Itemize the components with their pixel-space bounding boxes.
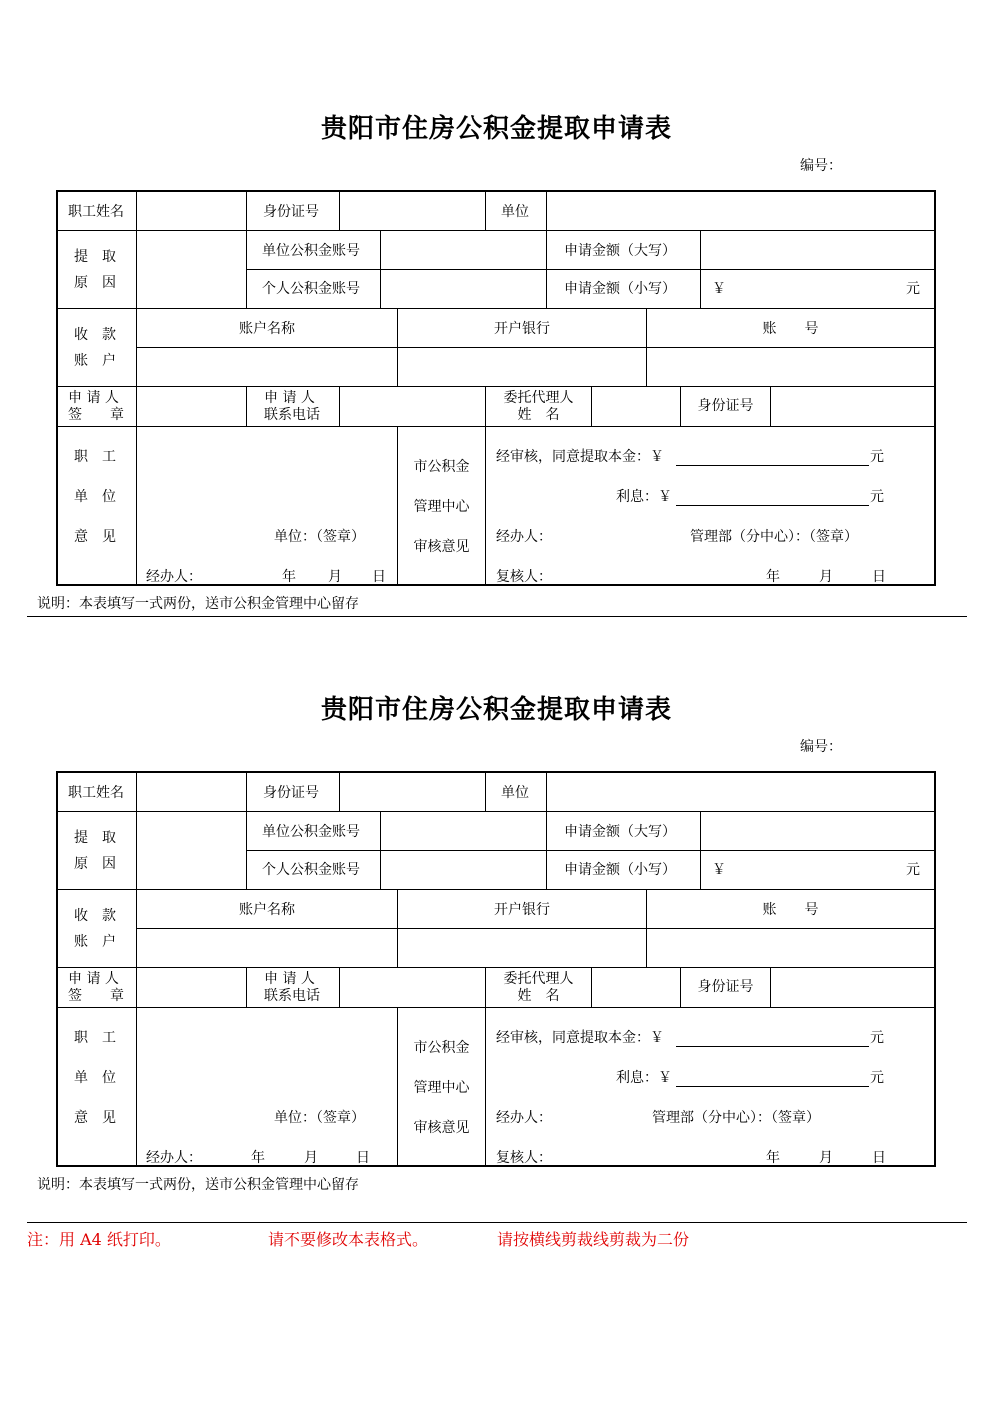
account-name-header: 账户名称: [239, 902, 295, 918]
account-name-header: 账户名称: [239, 321, 295, 337]
form-title: 贵阳市住房公积金提取申请表: [320, 114, 672, 144]
form-note: 说明：本表填写一式两份，送市公积金管理中心留存: [37, 596, 359, 612]
applicant-phone-label-line2: 联系电话: [264, 988, 320, 1004]
unit-label: 单位: [501, 204, 529, 220]
reviewer-label: 复核人：: [496, 1150, 552, 1166]
agent-id-label: 身份证号: [697, 979, 754, 995]
unit-seal-label: 单位：（签章）: [274, 529, 365, 545]
amount-upper-label: 申请金额（大写）: [564, 824, 676, 840]
print-note: 注：用 A4 纸打印。: [27, 1230, 171, 1249]
format-note: 请不要修改本表格式。: [268, 1230, 429, 1249]
withdrawal-reason-field[interactable]: [137, 812, 245, 889]
id-number-label: 身份证号: [263, 204, 319, 220]
account-number-field[interactable]: [647, 929, 933, 967]
form-table: [56, 190, 936, 586]
agent-id-label: 身份证号: [697, 398, 754, 414]
applicant-signature-field[interactable]: [137, 968, 245, 1007]
reason-label-line2: 原 因: [74, 275, 116, 291]
applicant-sign-label-line1: 申 请 人: [68, 390, 119, 406]
approved-principal-label: 经审核，同意提取本金：￥: [496, 449, 664, 465]
reason-label-line1: 提 取: [74, 249, 116, 265]
id-number-label: 身份证号: [263, 785, 319, 801]
center-date-month: 月: [819, 1150, 833, 1166]
unit-field[interactable]: [547, 192, 933, 230]
yen-symbol: ￥: [712, 281, 726, 297]
yen-symbol: ￥: [712, 862, 726, 878]
principal-yuan: 元: [870, 1030, 884, 1046]
unit-field[interactable]: [547, 773, 933, 811]
applicant-phone-field[interactable]: [340, 387, 484, 426]
form-note: 说明：本表填写一式两份，送市公积金管理中心留存: [37, 1177, 359, 1193]
center-date-year: 年: [766, 569, 780, 585]
center-handler-label: 经办人：: [496, 529, 552, 545]
personal-account-field[interactable]: [381, 270, 545, 308]
amount-lower-field[interactable]: [728, 270, 898, 308]
employer-opinion-line2: 单 位: [74, 1070, 116, 1086]
dept-seal-label: 管理部（分中心）：（签章）: [690, 529, 858, 545]
unit-date-year: 年: [282, 569, 296, 585]
center-handler-label: 经办人：: [496, 1110, 552, 1126]
applicant-signature-field[interactable]: [137, 387, 245, 426]
agent-name-label-line1: 委托代理人: [503, 390, 574, 406]
withdrawal-reason-field[interactable]: [137, 231, 245, 308]
account-name-field[interactable]: [137, 348, 396, 386]
applicant-phone-field[interactable]: [340, 968, 484, 1007]
yuan-unit: 元: [906, 862, 920, 878]
agent-id-field[interactable]: [771, 968, 933, 1007]
reviewer-label: 复核人：: [496, 569, 552, 585]
center-date-month: 月: [819, 569, 833, 585]
unit-account-label: 单位公积金账号: [262, 824, 360, 840]
employer-opinion-line2: 单 位: [74, 489, 116, 505]
center-opinion-line3: 审核意见: [413, 1120, 470, 1136]
center-opinion-line1: 市公积金: [413, 1040, 470, 1056]
personal-account-label: 个人公积金账号: [262, 281, 360, 297]
employee-name-label: 职工姓名: [68, 204, 124, 220]
interest-label: 利息：￥: [616, 489, 672, 505]
employer-opinion-line1: 职 工: [74, 449, 116, 465]
applicant-phone-label-line2: 联系电话: [264, 407, 320, 423]
amount-lower-label: 申请金额（小写）: [564, 862, 676, 878]
amount-upper-field[interactable]: [701, 231, 933, 269]
employer-opinion-line3: 意 见: [74, 1110, 116, 1126]
reason-label-line2: 原 因: [74, 856, 116, 872]
account-number-header: 账 号: [762, 902, 819, 918]
employer-opinion-line1: 职 工: [74, 1030, 116, 1046]
applicant-sign-label-line2: 签 章: [68, 407, 124, 423]
amount-lower-label: 申请金额（小写）: [564, 281, 676, 297]
employer-opinion-line3: 意 见: [74, 529, 116, 545]
serial-number-label: 编号：: [800, 739, 842, 755]
unit-date-day: 日: [356, 1150, 370, 1166]
cut-line: [27, 616, 967, 617]
form-table: [56, 771, 936, 1167]
id-number-field[interactable]: [340, 773, 484, 811]
receive-account-label-line1: 收 款: [74, 327, 116, 343]
amount-upper-field[interactable]: [701, 812, 933, 850]
agent-name-label-line1: 委托代理人: [503, 971, 574, 987]
center-date-day: 日: [872, 1150, 886, 1166]
personal-account-field[interactable]: [381, 851, 545, 889]
applicant-phone-label-line1: 申 请 人: [264, 390, 315, 406]
receive-account-label-line2: 账 户: [74, 934, 116, 950]
unit-date-day: 日: [372, 569, 386, 585]
id-number-field[interactable]: [340, 192, 484, 230]
employee-name-label: 职工姓名: [68, 785, 124, 801]
unit-handler-label: 经办人：: [146, 569, 202, 585]
bank-header: 开户银行: [494, 321, 550, 337]
account-name-field[interactable]: [137, 929, 396, 967]
unit-account-field[interactable]: [381, 231, 545, 269]
bank-field[interactable]: [398, 348, 645, 386]
unit-date-month: 月: [328, 569, 342, 585]
employee-name-field[interactable]: [137, 773, 245, 811]
form-title: 贵阳市住房公积金提取申请表: [320, 695, 672, 725]
interest-yuan: 元: [870, 489, 884, 505]
personal-account-label: 个人公积金账号: [262, 862, 360, 878]
unit-seal-label: 单位：（签章）: [274, 1110, 365, 1126]
serial-number-label: 编号：: [800, 158, 842, 174]
applicant-sign-label-line1: 申 请 人: [68, 971, 119, 987]
amount-lower-field[interactable]: [728, 851, 898, 889]
unit-handler-label: 经办人：: [146, 1150, 202, 1166]
center-opinion-line1: 市公积金: [413, 459, 470, 475]
employee-name-field[interactable]: [137, 192, 245, 230]
dept-seal-label: 管理部（分中心）：（签章）: [652, 1110, 820, 1126]
agent-name-label-line2: 姓 名: [517, 988, 560, 1004]
center-opinion-line2: 管理中心: [413, 1080, 470, 1096]
principal-yuan: 元: [870, 449, 884, 465]
amount-upper-label: 申请金额（大写）: [564, 243, 676, 259]
agent-name-label-line2: 姓 名: [517, 407, 560, 423]
receive-account-label-line1: 收 款: [74, 908, 116, 924]
interest-yuan: 元: [870, 1070, 884, 1086]
bank-field[interactable]: [398, 929, 645, 967]
cut-line: [27, 1222, 967, 1223]
center-opinion-line2: 管理中心: [413, 499, 470, 515]
yuan-unit: 元: [906, 281, 920, 297]
unit-label: 单位: [501, 785, 529, 801]
unit-date-month: 月: [304, 1150, 318, 1166]
account-number-field[interactable]: [647, 348, 933, 386]
applicant-sign-label-line2: 签 章: [68, 988, 124, 1004]
unit-account-field[interactable]: [381, 812, 545, 850]
unit-date-year: 年: [251, 1150, 265, 1166]
approved-principal-label: 经审核，同意提取本金：￥: [496, 1030, 664, 1046]
center-date-day: 日: [872, 569, 886, 585]
center-opinion-line3: 审核意见: [413, 539, 470, 555]
agent-id-field[interactable]: [771, 387, 933, 426]
bank-header: 开户银行: [494, 902, 550, 918]
reason-label-line1: 提 取: [74, 830, 116, 846]
cut-note: 请按横线剪裁线剪裁为二份: [497, 1230, 690, 1249]
account-number-header: 账 号: [762, 321, 819, 337]
unit-account-label: 单位公积金账号: [262, 243, 360, 259]
agent-name-field[interactable]: [592, 387, 679, 426]
interest-label: 利息：￥: [616, 1070, 672, 1086]
agent-name-field[interactable]: [592, 968, 679, 1007]
center-date-year: 年: [766, 1150, 780, 1166]
receive-account-label-line2: 账 户: [74, 353, 116, 369]
applicant-phone-label-line1: 申 请 人: [264, 971, 315, 987]
